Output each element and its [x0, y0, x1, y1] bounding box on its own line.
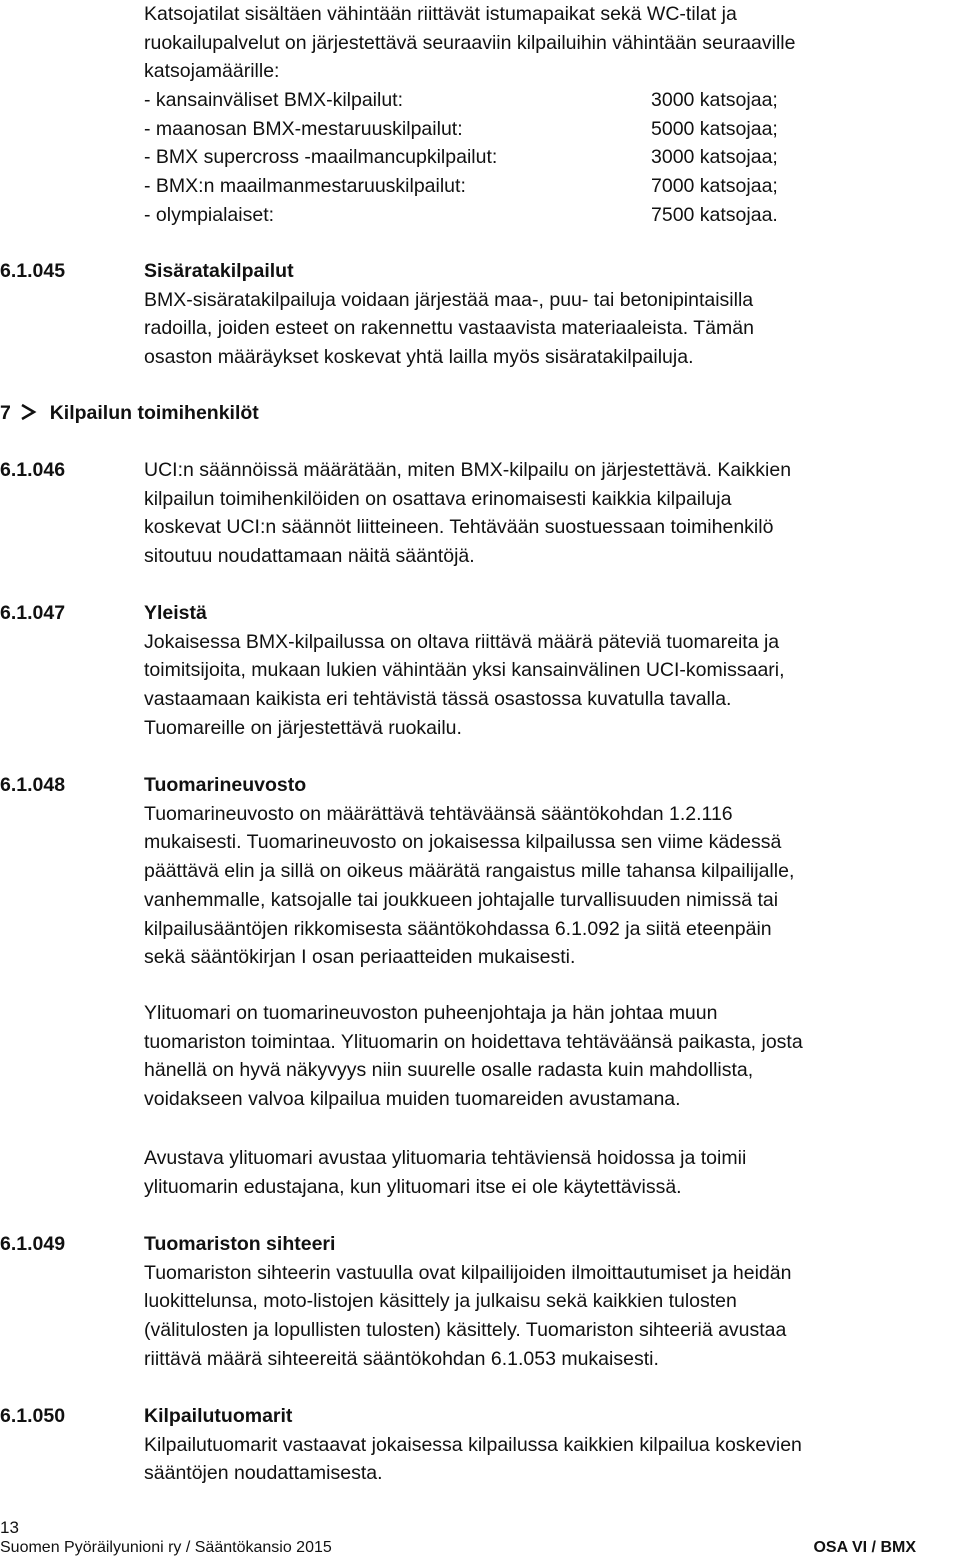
- section-number: 6.1.048: [0, 774, 66, 796]
- section-6-1-048-para3: [144, 1144, 960, 1201]
- body-line: ylituomarin edustajana, kun ylituomari itse ei ole käytettävissä.: [144, 1175, 682, 1198]
- body-line: luokittelunsa, moto-listojen käsittely ja julkaisu sekä kaikkien tulosten: [144, 1290, 737, 1313]
- body-line: tuomariston toimintaa. Ylituomarin on hoidettava tehtäväänsä paikasta, josta: [144, 1030, 803, 1053]
- section-6-1-050: [144, 1402, 960, 1488]
- body-line: hänellä on hyvä näkyvyys niin suurelle osalle radasta kuin mahdollista,: [144, 1059, 754, 1082]
- section-title: Kilpailutuomarit: [144, 1405, 293, 1427]
- section-6-1-045: [144, 257, 960, 372]
- body-line: sekä sääntökirjan I osan periaatteiden mukaisesti.: [144, 946, 576, 969]
- spectator-item: [144, 86, 960, 115]
- spectator-item-label: - olympialaiset:: [144, 203, 275, 226]
- section-title: Tuomarineuvosto: [144, 774, 307, 796]
- section-number: 6.1.049: [0, 1233, 66, 1255]
- spectator-item-label: - BMX supercross -maailmancupkilpailut:: [144, 146, 498, 169]
- spectator-item: [144, 172, 960, 201]
- spectator-item-value: 3000 katsojaa;: [651, 89, 778, 112]
- intro-line: katsojamäärille:: [144, 60, 280, 83]
- body-line: mukaisesti. Tuomarineuvosto on jokaisessa kilpailussa sen viime kädessä: [144, 831, 782, 854]
- chapter-arrow-icon: [20, 403, 38, 421]
- intro-block: [144, 0, 960, 230]
- spectator-item-label: - BMX:n maailmanmestaruuskilpailut:: [144, 175, 466, 198]
- body-line: kilpailusääntöjen rikkomisesta sääntökohdassa 6.1.092 ja siitä eteenpäin: [144, 917, 772, 940]
- section-number: 6.1.050: [0, 1405, 66, 1427]
- body-line: radoilla, joiden esteet on rakennettu vastaavista materiaaleista. Tämän: [144, 317, 754, 340]
- body-line: osaston määräykset koskevat yhtä lailla myös sisäratakilpailuja.: [144, 346, 694, 369]
- spectator-item-value: 5000 katsojaa;: [651, 117, 778, 140]
- body-line: vastaamaan kaikista eri tehtävistä tässä osastossa kuvatulla tavalla.: [144, 688, 732, 711]
- body-line: voidakseen valvoa kilpailua muiden tuomareiden avustamana.: [144, 1088, 681, 1111]
- body-line: (välitulosten ja lopullisten tulosten) käsittely. Tuomariston sihteeriä avustaa: [144, 1319, 787, 1342]
- body-line: BMX-sisäratakilpailuja voidaan järjestää maa-, puu- tai betonipintaisilla: [144, 288, 754, 311]
- section-6-1-048-para2: [144, 999, 960, 1114]
- body-line: Kilpailutuomarit vastaavat jokaisessa kilpailussa kaikkien kilpailua koskevien: [144, 1433, 802, 1456]
- page-number: 13: [0, 1518, 19, 1537]
- body-line: päättävä elin ja sillä on oikeus määrätä rangaistus mille tahansa kilpailijalle,: [144, 860, 795, 883]
- spectator-item-value: 3000 katsojaa;: [651, 146, 778, 169]
- footer-right: OSA VI / BMX: [813, 1539, 916, 1556]
- section-number: 6.1.045: [0, 260, 66, 282]
- spectator-item-label: - maanosan BMX-mestaruuskilpailut:: [144, 117, 463, 140]
- section-6-1-049: [144, 1230, 960, 1374]
- body-line: riittävä määrä sihteereitä sääntökohdan 6.1.053 mukaisesti.: [144, 1347, 659, 1370]
- body-line: UCI:n säännöissä määrätään, miten BMX-kilpailu on järjestettävä. Kaikkien: [144, 459, 792, 481]
- body-line: kilpailun toimihenkilöiden on osattava erinomaisesti kaikkia kilpailuja: [144, 487, 732, 510]
- intro-line: Katsojatilat sisältäen vähintään riittävät istumapaikat sekä WC-tilat ja: [144, 3, 737, 25]
- section-6-1-048: [144, 771, 960, 972]
- body-line: vanhemmalle, katsojalle tai joukkueen johtajalle turvallisuuden nimissä tai: [144, 888, 779, 911]
- body-line: sitoutuu noudattamaan näitä sääntöjä.: [144, 545, 475, 568]
- spectator-item-value: 7500 katsojaa.: [651, 203, 778, 226]
- section-6-1-046: [144, 456, 960, 571]
- body-line: toimitsijoita, mukaan lukien vähintään yksi kansainvälinen UCI-komissaari,: [144, 659, 785, 682]
- footer-left: Suomen Pyöräilyunioni ry / Sääntökansio 2015: [0, 1539, 332, 1556]
- section-number: 6.1.047: [0, 602, 66, 624]
- spectator-item-value: 7000 katsojaa;: [651, 175, 778, 198]
- body-line: Tuomareille on järjestettävä ruokailu.: [144, 716, 462, 739]
- chapter-number: 7: [0, 402, 11, 424]
- body-line: Tuomariston sihteerin vastuulla ovat kilpailijoiden ilmoittautumiset ja heidän: [144, 1261, 792, 1284]
- body-line: Jokaisessa BMX-kilpailussa on oltava riittävä määrä päteviä tuomareita ja: [144, 630, 780, 653]
- spectator-item-label: - kansainväliset BMX-kilpailut:: [144, 89, 404, 112]
- spectator-item: [144, 143, 960, 172]
- section-title: Yleistä: [144, 602, 207, 624]
- section-6-1-047: [144, 599, 960, 743]
- body-line: koskevat UCI:n säännöt liitteineen. Tehtävään suostuessaan toimihenkilö: [144, 516, 774, 539]
- spectator-item: [144, 115, 960, 144]
- body-line: Tuomarineuvosto on määrättävä tehtäväänsä sääntökohdan 1.2.116: [144, 802, 733, 825]
- section-title: Tuomariston sihteeri: [144, 1233, 336, 1255]
- intro-line: ruokailupalvelut on järjestettävä seuraaviin kilpailuihin vähintään seuraaville: [144, 31, 796, 54]
- section-number: 6.1.046: [0, 459, 66, 481]
- chapter-title: Kilpailun toimihenkilöt: [49, 402, 259, 424]
- body-line: sääntöjen noudattamisesta.: [144, 1462, 383, 1485]
- chapter-heading: [0, 399, 259, 428]
- body-line: Ylituomari on tuomarineuvoston puheenjohtaja ja hän johtaa muun: [144, 1002, 718, 1024]
- body-line: Avustava ylituomari avustaa ylituomaria tehtäviensä hoidossa ja toimii: [144, 1147, 747, 1169]
- section-title: Sisäratakilpailut: [144, 260, 294, 282]
- spectator-item: [144, 201, 960, 230]
